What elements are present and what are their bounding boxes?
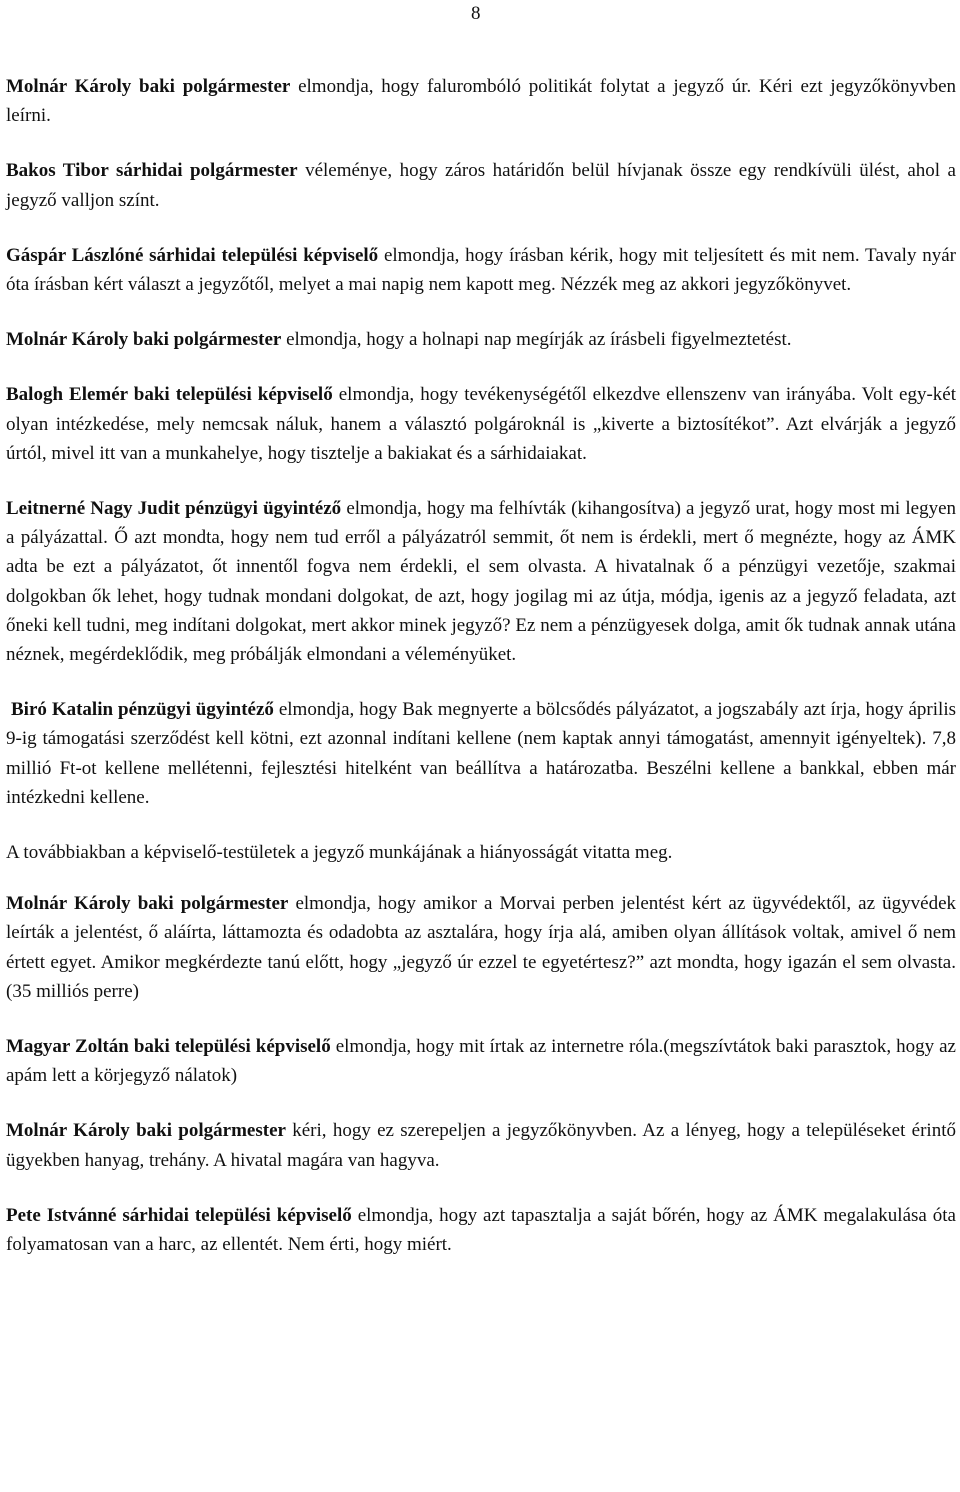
paragraph-10 — [6, 1032, 956, 1090]
paragraph-9 — [6, 889, 956, 1006]
speaker-name: Gáspár Lászlóné sárhidai települési képviselő — [6, 244, 379, 266]
speaker-name: Molnár Károly baki polgármester — [6, 76, 291, 97]
paragraph-1 — [6, 72, 956, 130]
speaker-name: Leitnerné Nagy Judit pénzügyi ügyintéző — [6, 498, 342, 520]
speaker-name: Magyar Zoltán baki települési képviselő — [6, 1036, 331, 1058]
paragraph-text: A továbbiakban a képviselő-testületek a jegyző munkájának a hiányosságát vitatta meg. — [6, 842, 673, 864]
paragraph-text: elmondja, hogy írásban kérik, hogy mit teljesített és mit nem. Tavaly nyár óta írásban kért választ a jegyzőtől, melyet a mai napig nem kapott meg. Nézzék meg az akkori jegyzőkönyvet. — [6, 244, 956, 296]
paragraph-11 — [6, 1116, 956, 1174]
paragraph-2 — [6, 156, 956, 214]
paragraph-text: kéri, hogy ez szerepeljen a jegyzőkönyvben. Az a lényeg, hogy a településeket érintő ügyekben hanyag, trehány. A hivatal magára van hagyva. — [6, 1120, 956, 1171]
paragraph-text: elmondja, hogy falurombóló politikát folytat a jegyző úr. Kéri ezt jegyzőkönyvben leírni. — [6, 76, 957, 127]
paragraph-7 — [6, 695, 956, 812]
speaker-name: Biró Katalin pénzügyi ügyintéző — [11, 699, 274, 721]
paragraph-3 — [6, 241, 956, 299]
paragraph-text: elmondja, hogy azt tapasztalja a saját bőrén, hogy az ÁMK megalakulása óta folyamatosan van a harc, az ellentét. Nem érti, hogy miért. — [6, 1204, 956, 1256]
speaker-name: Molnár Károly baki polgármester — [6, 329, 282, 351]
paragraph-12 — [6, 1201, 956, 1259]
speaker-name: Bakos Tibor sárhidai polgármester — [6, 160, 298, 182]
paragraph-text: véleménye, hogy záros határidőn belül hívjanak össze egy rendkívüli ülést, ahol a jegyző valljon színt. — [6, 160, 956, 211]
paragraph-text: elmondja, hogy amikor a Morvai perben jelentést kért az ügyvédektől, az ügyvédek leírták a jelentést, ő aláírta, láttamozta és odadobta az asztalára, hogy írja alá, amiben olyan állítások voltak, amivel ő nem értett egyet. Amikor megkérdezte tanú előtt, hogy „jegyző úr ezzel te egyetértesz?” azt mondta, hogy igazán el sem olvasta. (35 milliós perre) — [6, 893, 956, 1002]
paragraph-5 — [6, 380, 956, 468]
speaker-name: Molnár Károly baki polgármester — [6, 893, 289, 915]
speaker-name: Pete Istvánné sárhidai települési képviselő — [6, 1204, 352, 1226]
paragraph-text: elmondja, hogy a holnapi nap megírják az írásbeli figyelmeztetést. — [281, 329, 792, 351]
paragraph-text: elmondja, hogy tevékenységétől elkezdve ellenszenv van irányába. Volt egy-két olyan intézkedése, mely nemcsak náluk, hanem a választó polgároknál is „kiverte a biztosítékot”. Azt elvárják a jegyző úrtól, mivel itt van a munkahelye, hogy tisztelje a bakiakat és a sárhidaiakat. — [6, 384, 956, 464]
page-number: 8 — [471, 3, 481, 24]
paragraph-text: elmondja, hogy mit írtak az internetre róla.(megszívtátok baki parasztok, hogy az apám lett a körjegyző nálatok) — [6, 1036, 956, 1087]
speaker-name: Molnár Károly baki polgármester — [6, 1120, 286, 1142]
paragraph-6 — [6, 494, 956, 669]
paragraph-8 — [6, 838, 956, 867]
paragraph-text: elmondja, hogy ma felhívták (kihangosítva) a jegyző urat, hogy most mi legyen a pályázattal. Ő azt mondta, hogy nem tud erről a pályázatról semmit, őt nem is érdekli, mert ő megnézte, hogy az ÁMK adta be ezt a pályázatot, őt innentől fogva nem érdekli, el sem olvasta. A hivatalnak ő a pénzügyi vezetője, szakmai dolgokban ők lehet, hogy tudnak mondani dolgokat, de azt, hogy jogilag mi az útja, módja, igenis az a jegyző feladata, azt őneki kell tudni, meg indítani dolgokat, mert akkor minek jegyző? Ez nem a pénzügyesek dolga, amit ők tudnak annak utána néznek, megérdeklődik, meg próbálják elmondani a véleményüket. — [6, 498, 957, 666]
paragraph-text: elmondja, hogy Bak megnyerte a bölcsődés pályázatot, a jogszabály azt írja, hogy április 9-ig támogatási szerződést kell kötni, ezt azonnal indítani kellene (nem kaptak annyi támogatást, amennyit igényeltek). 7,8 millió Ft-ot kellene mellétenni, fejlesztési hitelként van beállítva a határozatba. Beszélni kellene a bankkal, ebben már intézkedni kellene. — [6, 699, 956, 808]
paragraph-4 — [6, 325, 956, 354]
document-body — [6, 72, 956, 1259]
speaker-name: Balogh Elemér baki települési képviselő — [6, 384, 333, 406]
